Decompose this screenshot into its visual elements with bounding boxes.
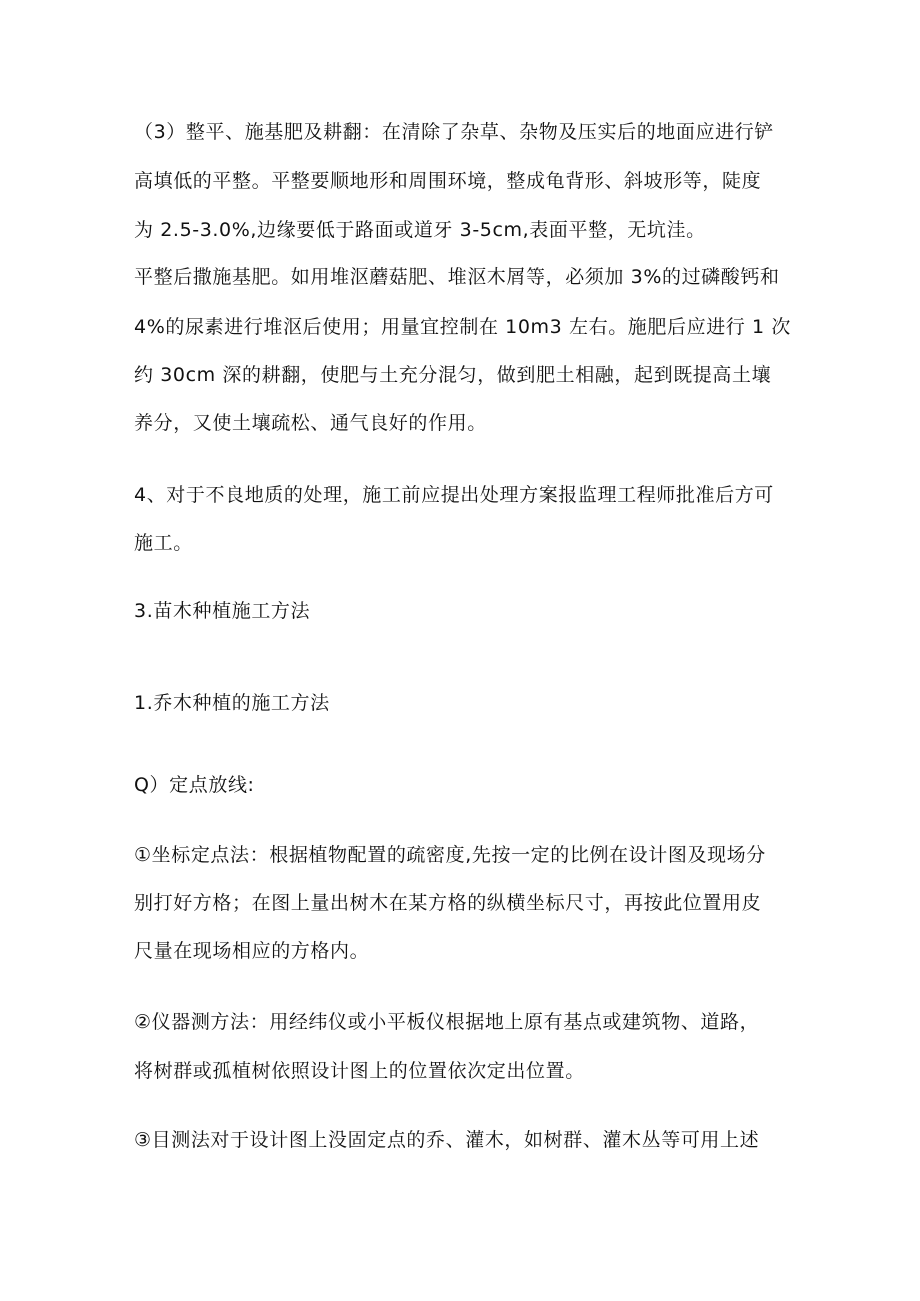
text-line: 约 30cm 深的耕翻，使肥与土充分混匀，做到肥土相融，起到既提高土壤 — [134, 364, 772, 386]
text-line: 平整后撒施基肥。如用堆沤蘑菇肥、堆沤木屑等，必须加 3%的过磷酸钙和 — [134, 266, 780, 288]
text-line: 施工。 — [134, 532, 193, 554]
text-line: 养分，又使土壤疏松、通气良好的作用。 — [134, 412, 487, 434]
text-line: 将树群或孤植树依照设计图上的位置依次定出位置。 — [134, 1060, 585, 1082]
text-line: 别打好方格；在图上量出树木在某方格的纵横坐标尺寸，再按此位置用皮 — [134, 892, 762, 914]
item-heading: Q）定点放线: — [134, 774, 255, 796]
text-line: 为 2.5-3.0%,边缘要低于路面或道牙 3-5cm,表面平整，无坑洼。 — [134, 219, 706, 241]
text-line: ③目测法对于设计图上没固定点的乔、灌木，如树群、灌木丛等可用上述 — [134, 1129, 760, 1151]
section-heading: 3.苗木种植施工方法 — [134, 600, 311, 622]
text-line: ②仪器测方法：用经纬仪或小平板仪根据地上原有基点或建筑物、道路， — [134, 1011, 760, 1033]
text-line: 高填低的平整。平整要顺地形和周围环境，整成龟背形、斜坡形等，陡度 — [134, 170, 762, 192]
text-line: 4、对于不良地质的处理，施工前应提出处理方案报监理工程师批准后方可 — [134, 484, 774, 506]
text-line: 4%的尿素进行堆沤后使用；用量宜控制在 10m3 左右。施肥后应进行 1 次 — [134, 316, 791, 338]
subsection-heading: 1.乔木种植的施工方法 — [134, 692, 330, 714]
text-line: 尺量在现场相应的方格内。 — [134, 940, 370, 962]
text-line: （3）整平、施基肥及耕翻：在清除了杂草、杂物及压实后的地面应进行铲 — [134, 121, 774, 143]
text-line: ①坐标定点法：根据植物配置的疏密度,先按一定的比例在设计图及现场分 — [134, 844, 766, 866]
